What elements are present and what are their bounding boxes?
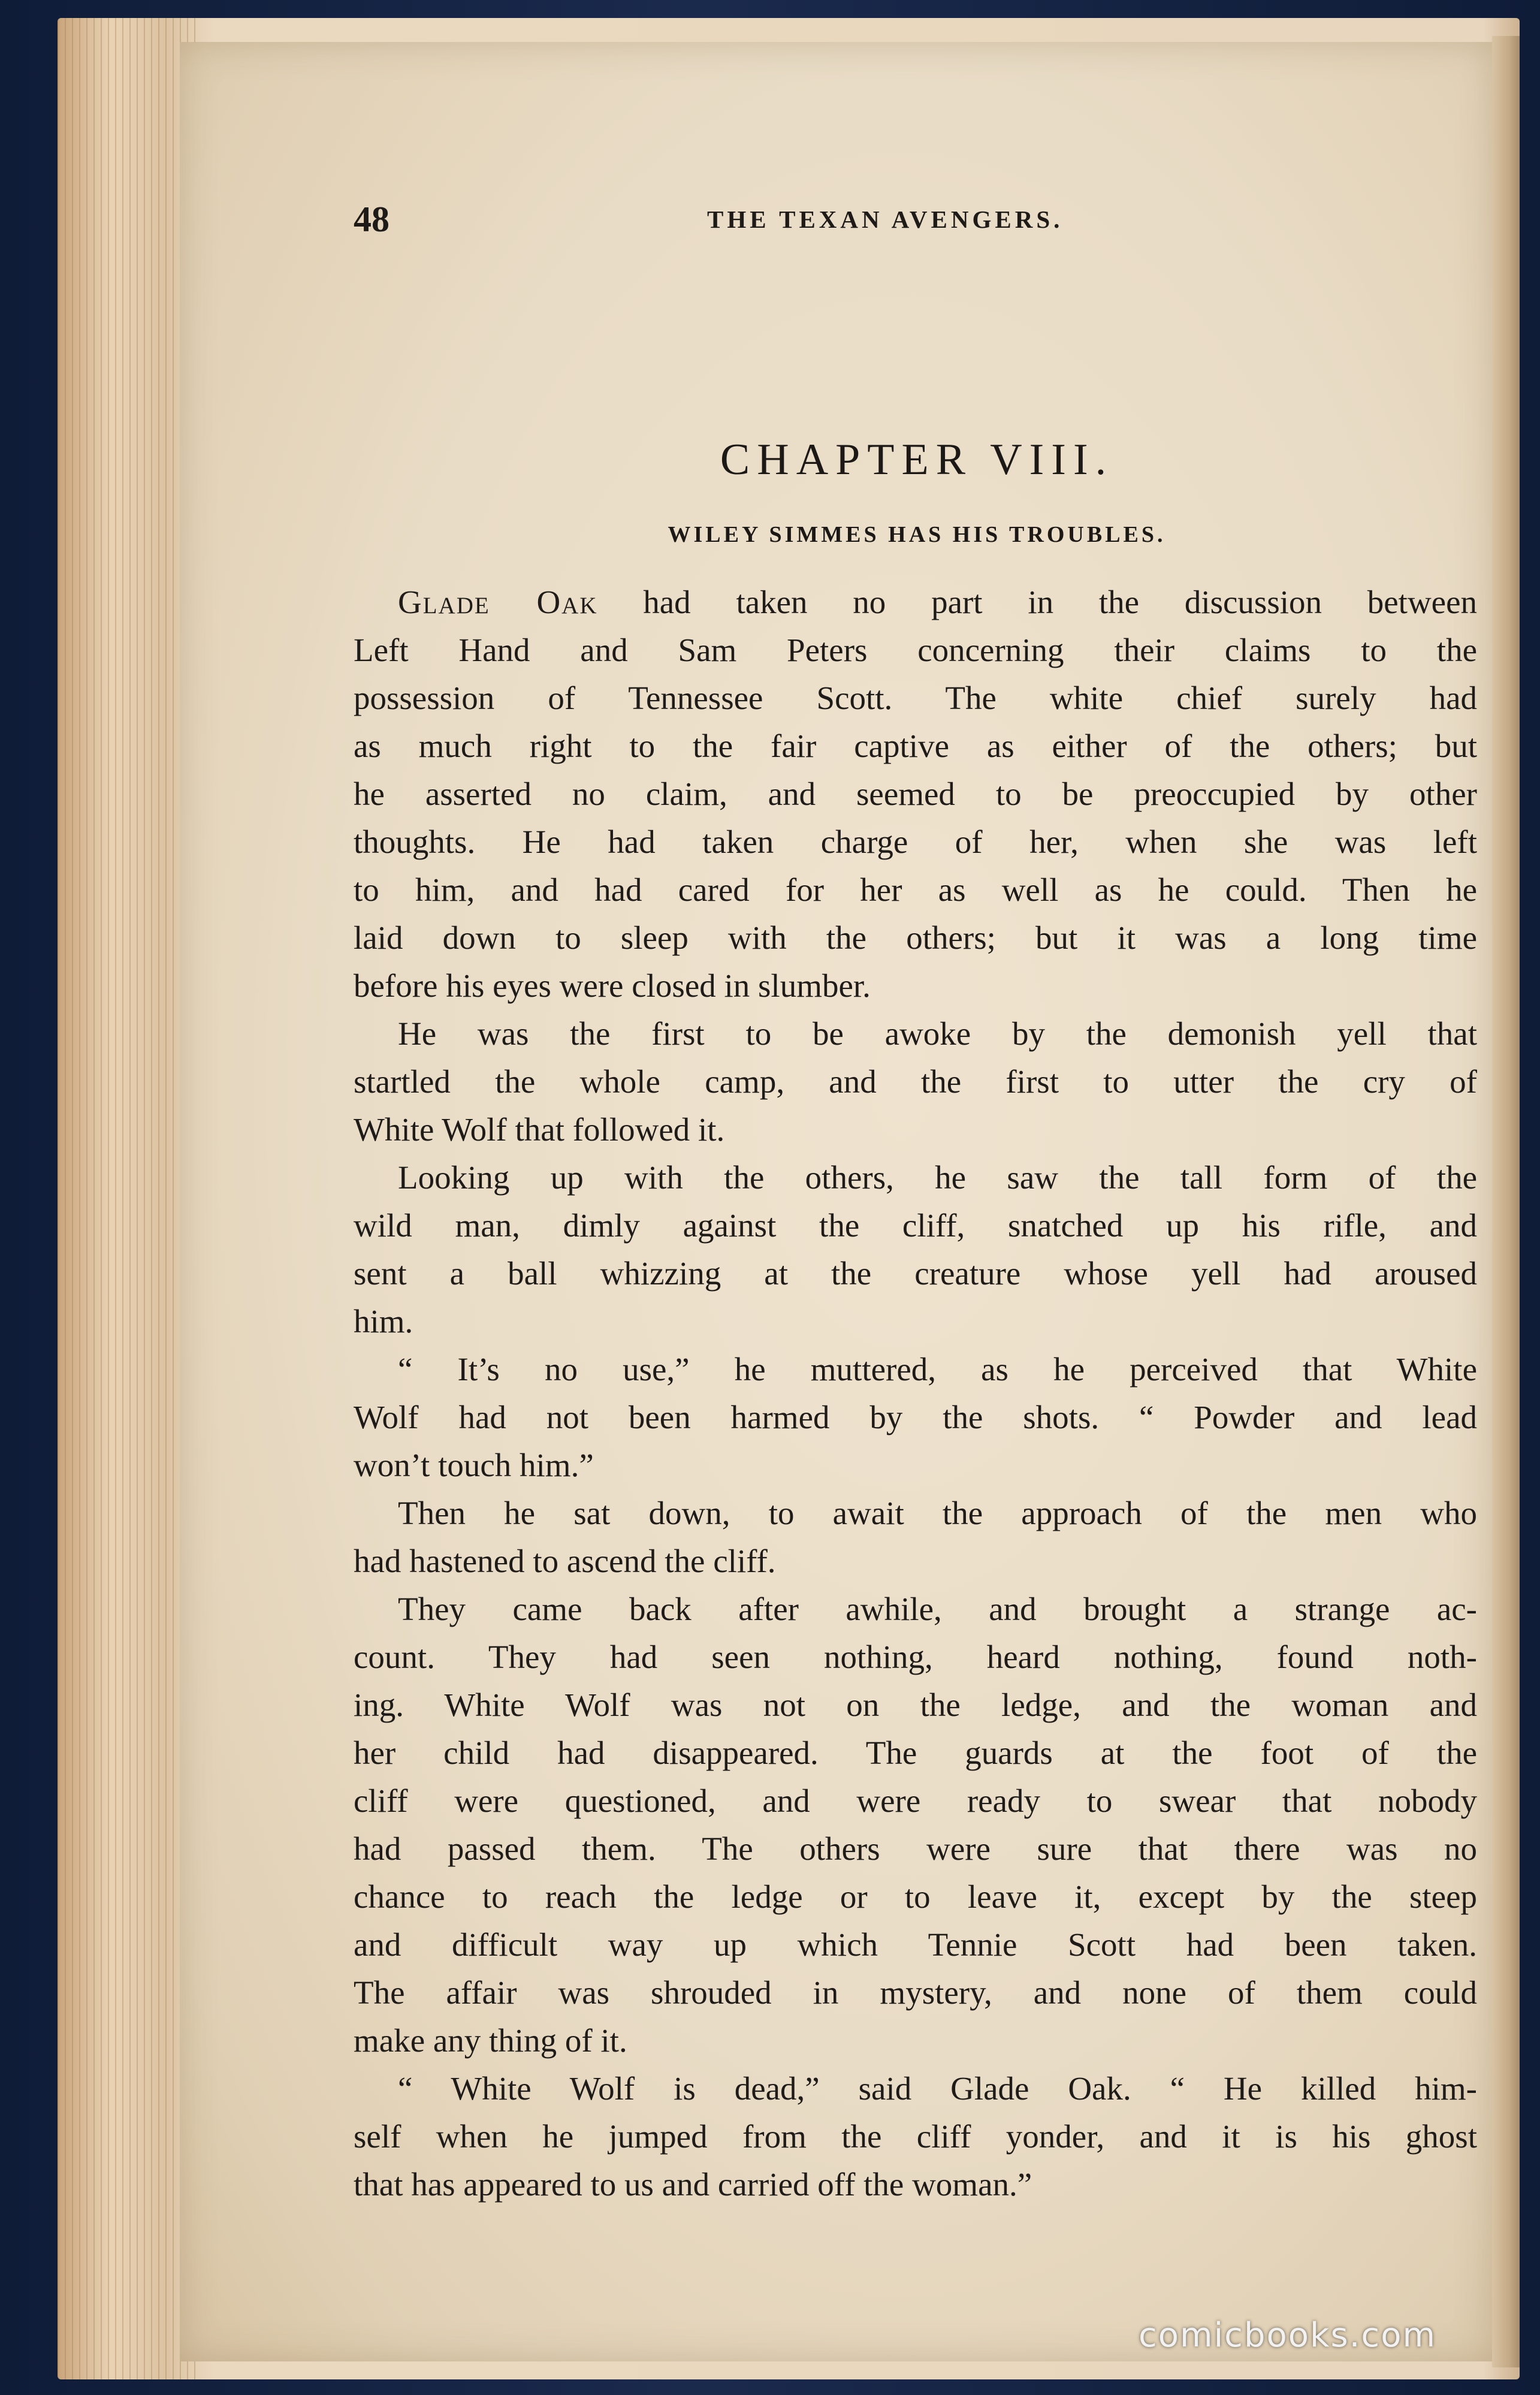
text-line: Left Hand and Sam Peters concerning their claims to the [354,632,1477,668]
watermark: comicbooks.com [1139,2316,1437,2355]
text-line: possession of Tennessee Scott. The white chief surely had [354,680,1477,716]
paragraph [354,2065,1477,2209]
text-line: ing. White Wolf was not on the ledge, and the woman and [354,1687,1477,1723]
text-line: won’t touch him.” [354,1447,594,1483]
paragraph [354,1585,1477,2065]
running-head [354,195,1480,243]
text-line [354,578,1477,626]
text-line: laid down to sleep with the others; but it was a long time [354,919,1477,956]
page-number: 48 [354,200,389,239]
text-line: he asserted no claim, and seemed to be preoccupied by other [354,776,1477,812]
text-line: startled the whole camp, and the first to utter the cry of [354,1063,1477,1100]
page-right-edge [1492,36,1520,2367]
text-line: as much right to the fair captive as either of the others; but [354,728,1477,764]
page-edges [58,18,195,2379]
text-line: him. [354,1303,413,1340]
text-line: thoughts. He had taken charge of her, when she was left [354,824,1477,860]
chapter-subtitle: WILEY SIMMES HAS HIS TROUBLES. [668,522,1166,547]
paragraph [354,1154,1477,1346]
text-line: “ White Wolf is dead,” said Glade Oak. “ He killed him- [398,2070,1477,2107]
paragraph [354,1010,1477,1154]
text-line: self when he jumped from the cliff yonder, and it is his ghost [354,2118,1477,2155]
text-line: her child had disappeared. The guards at the foot of the [354,1735,1477,1771]
text-line: chance to reach the ledge or to leave it, except by the steep [354,1878,1477,1915]
running-title: THE TEXAN AVENGERS. [707,206,1064,233]
paragraph [354,578,1477,1010]
text-line: Wolf had not been harmed by the shots. “ Powder and lead [354,1399,1477,1435]
text-line: make any thing of it. [354,2022,627,2059]
text-line: Then he sat down, to await the approach of the men who [398,1495,1477,1531]
text-line: to him, and had cared for her as well as he could. Then he [354,871,1477,908]
text-line: before his eyes were closed in slumber. [354,967,871,1004]
text-line: count. They had seen nothing, heard nothing, found noth- [354,1639,1477,1675]
text-line: The affair was shrouded in mystery, and none of them could [354,1974,1477,2011]
body-text [354,578,1477,2209]
text-line: sent a ball whizzing at the creature whose yell had aroused [354,1255,1477,1292]
text-fragment: had taken no part in the discussion between [597,584,1478,620]
text-line: had passed them. The others were sure that there was no [354,1830,1477,1867]
text-line: He was the first to be awoke by the demonish yell that [398,1015,1477,1052]
text-line: “ It’s no use,” he muttered, as he perceived that White [398,1351,1477,1387]
paragraph [354,1489,1477,1585]
text-line: had hastened to ascend the cliff. [354,1543,776,1579]
text-line: wild man, dimly against the cliff, snatched up his rifle, and [354,1207,1477,1244]
paragraph [354,1346,1477,1489]
text-line: They came back after awhile, and brought a strange ac- [398,1591,1477,1627]
text-line: and difficult way up which Tennie Scott had been taken. [354,1926,1477,1963]
chapter-heading: CHAPTER VIII. [720,435,1114,484]
text-line: cliff were questioned, and were ready to swear that nobody [354,1782,1477,1819]
lead-smallcaps: Glade Oak [398,584,598,620]
text-line: that has appeared to us and carried off the woman.” [354,2166,1032,2203]
text-line: Looking up with the others, he saw the tall form of the [398,1159,1477,1196]
text-line: White Wolf that followed it. [354,1111,725,1148]
